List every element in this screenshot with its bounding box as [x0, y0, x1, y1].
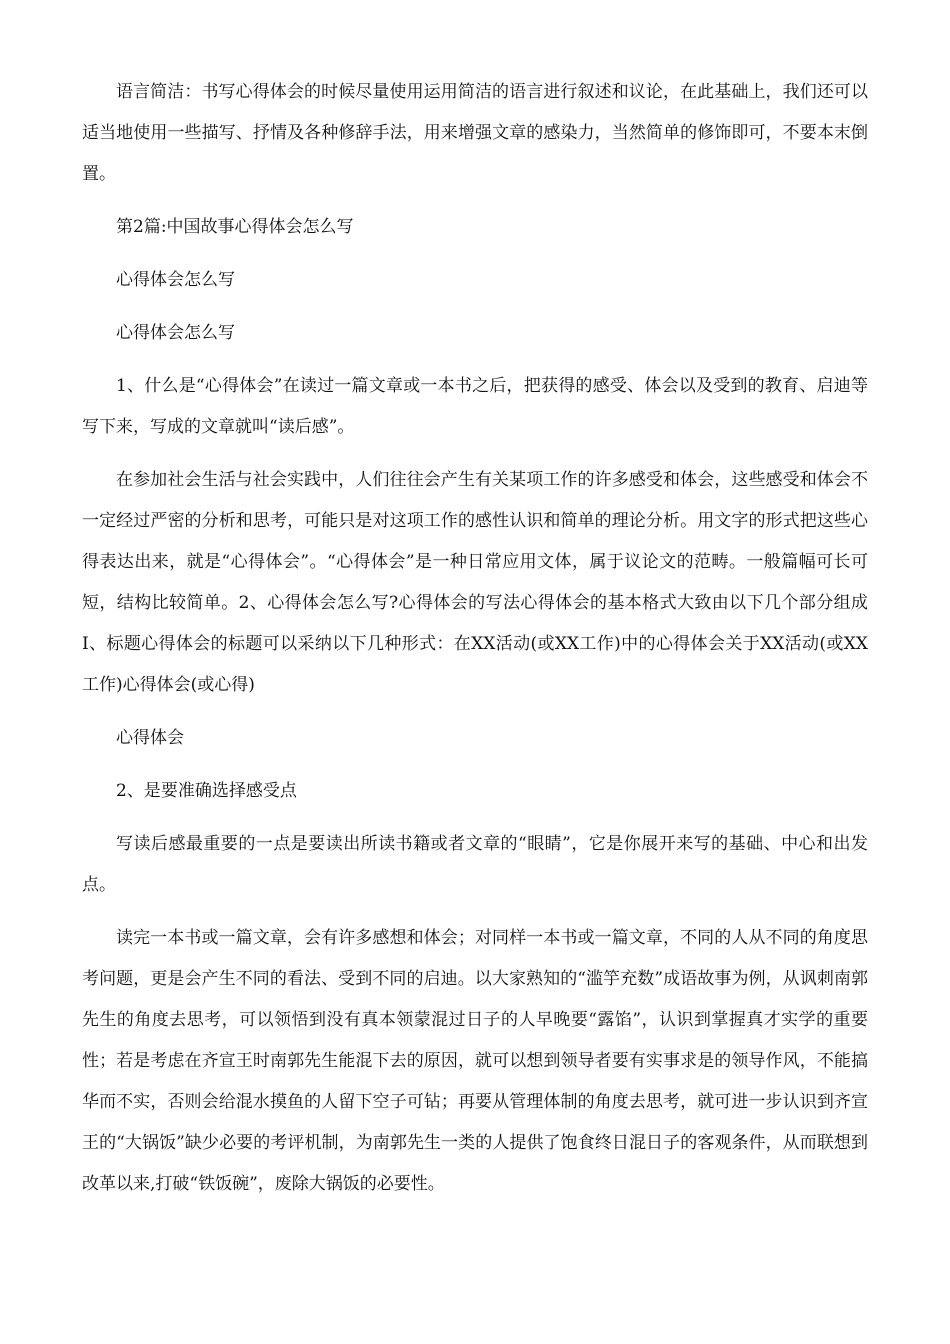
- paragraph-key-point: 写读后感最重要的一点是要读出所读书籍或者文章的“眼睛”，它是你展开来写的基础、中心和出发点。: [82, 834, 868, 895]
- subheading-choose-point: 2、是要准确选择感受点: [116, 781, 297, 801]
- paragraph-different-perspectives: 读完一本书或一篇文章，会有许多感想和体会；对同样一本书或一篇文章，不同的人从不同的角度思考问题，更是会产生不同的看法、受到不同的启迪。以大家熟知的“滥竽充数”成语故事为例，从讽刺南郭先生的角度去思考，可以领悟到没有真本领蒙混过日子的人早晚要“露馅”，认识到掌握真才实学的重要性；若是考虑在齐宣王时南郭先生能混下去的原因，就可以想到领导者要有实事求是的领导作风，不能搞华而不实，否则会给混水摸鱼的人留下空子可钻；再要从管理体制的角度去思考，就可进一步认识到齐宣王的“大锅饭”缺少必要的考评机制，为南郭先生一类的人提供了饱食终日混日子的客观条件，从而联想到改革以来,打破“铁饭碗”，废除大锅饭的必要性。: [82, 928, 868, 1194]
- subheading-reflection: 心得体会: [116, 728, 184, 748]
- section-heading-article-2: 第2篇:中国故事心得体会怎么写: [116, 217, 354, 237]
- paragraph-what-is-reflection: 1、什么是“心得体会”在读过一篇文章或一本书之后，把获得的感受、体会以及受到的教育、启迪等写下来，写成的文章就叫“读后感”。: [82, 376, 868, 437]
- document-page: [82, 72, 868, 1217]
- paragraph-language-concise: 语言简洁：书写心得体会的时候尽量使用运用简洁的语言进行叙述和议论，在此基础上，我们还可以适当地使用一些描写、抒情及各种修辞手法，用来增强文章的感染力，当然简单的修饰即可，不要本末倒置。: [82, 82, 868, 184]
- subheading-how-to-write: 心得体会怎么写: [116, 270, 235, 290]
- paragraph-social-practice: 在参加社会生活与社会实践中，人们往往会产生有关某项工作的许多感受和体会，这些感受和体会不一定经过严密的分析和思考，可能只是对这项工作的感性认识和简单的理论分析。用文字的形式把这些心得表达出来，就是“心得体会”。“心得体会”是一种日常应用文体，属于议论文的范畴。一般篇幅可长可短，结构比较简单。2、心得体会怎么写?心得体会的写法心得体会的基本格式大致由以下几个部分组成I、标题心得体会的标题可以采纳以下几种形式：在XX活动(或XX工作)中的心得体会关于XX活动(或XX工作)心得体会(或心得): [82, 470, 868, 695]
- subheading-how-to-write-repeat: 心得体会怎么写: [116, 323, 235, 343]
